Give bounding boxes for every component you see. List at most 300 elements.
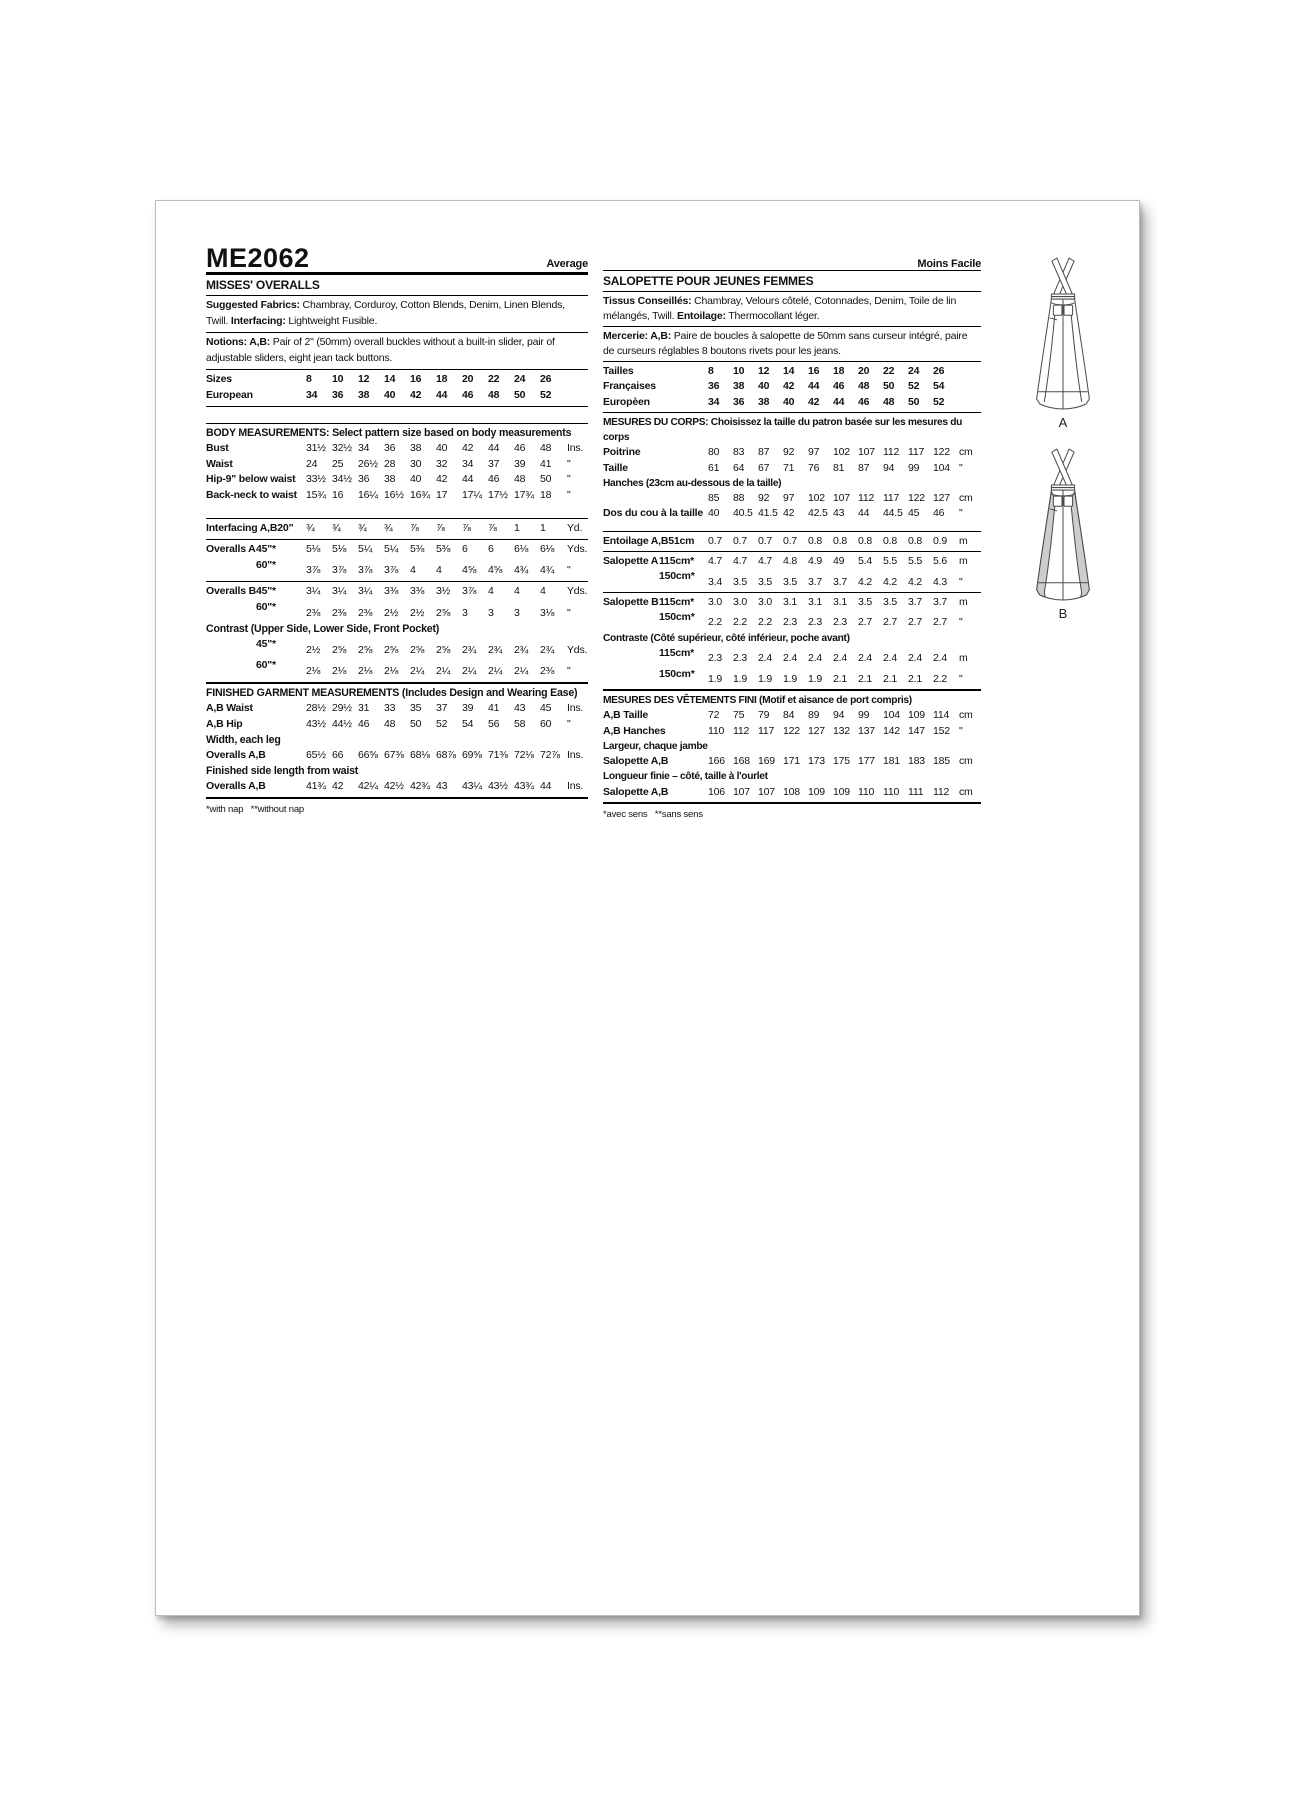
table-cell: 89 xyxy=(808,709,820,722)
unit-cell: " xyxy=(959,575,963,588)
table-cell: 0.8 xyxy=(858,534,872,547)
table-cell: 48 xyxy=(540,441,552,454)
table-cell: 46 xyxy=(462,388,474,401)
unit-cell: " xyxy=(567,489,571,502)
table-row xyxy=(603,754,981,769)
view-b-label: B xyxy=(1058,606,1068,621)
table-cell: 106 xyxy=(708,785,725,798)
unit-cell: m xyxy=(959,652,968,665)
table-cell: 2½ xyxy=(306,643,321,656)
table-cell: 173 xyxy=(808,755,825,768)
row-label-cell xyxy=(603,595,708,610)
unit-cell: " xyxy=(567,665,571,678)
table-cell: 2⅛ xyxy=(332,665,347,678)
unit-cell: cm xyxy=(959,492,973,505)
table-cell: 16¾ xyxy=(410,489,430,502)
unit-cell: " xyxy=(567,457,571,470)
table-cell: 3½ xyxy=(436,585,451,598)
table-cell: 5.6 xyxy=(933,554,947,567)
table-cell: 2.3 xyxy=(808,616,822,629)
table-cell: 99 xyxy=(908,461,920,474)
table-cell: 122 xyxy=(908,492,925,505)
divider-thick xyxy=(206,682,588,684)
table-cell: 34 xyxy=(462,457,474,470)
table-cell: 43 xyxy=(833,507,845,520)
table-cell: 16½ xyxy=(384,489,404,502)
table-cell: ⅞ xyxy=(410,521,419,534)
fabrics-paragraph-fr xyxy=(603,292,981,326)
table-cell: 12 xyxy=(358,373,370,385)
table-cell: 2.3 xyxy=(708,652,722,665)
row-label-cell xyxy=(603,395,708,410)
table-cell: 35 xyxy=(410,702,422,715)
table-cell: 36 xyxy=(332,388,344,401)
table-cell: 87 xyxy=(758,446,770,459)
row-width-sublabel: 150cm* xyxy=(659,667,695,680)
table-cell: 36 xyxy=(358,473,370,486)
table-cell: 0.7 xyxy=(708,534,722,547)
row-label-cell xyxy=(206,372,306,388)
table-cell: 68⅞ xyxy=(436,748,456,761)
table-row xyxy=(603,461,981,476)
table-cell: 44 xyxy=(436,388,448,401)
table-cell: 114 xyxy=(933,709,950,722)
table-cell: 3.1 xyxy=(783,595,797,608)
table-cell: 110 xyxy=(708,724,725,737)
row-label: European xyxy=(206,388,253,401)
row-width-sublabel: 150cm* xyxy=(659,570,695,583)
row-label: Salopette B xyxy=(603,595,659,608)
row-label-cell xyxy=(206,637,306,653)
unit-cell: Yds. xyxy=(567,542,588,555)
table-cell: 84 xyxy=(783,709,795,722)
table-row xyxy=(603,364,981,379)
table-cell: 14 xyxy=(384,373,396,385)
divider xyxy=(603,551,981,552)
table-cell: 2.2 xyxy=(708,616,722,629)
table-cell: 43½ xyxy=(306,717,326,730)
row-label-cell xyxy=(603,708,708,723)
row-label: Overalls A xyxy=(206,542,256,555)
table-cell: 18 xyxy=(436,373,448,385)
table-cell: 110 xyxy=(858,785,875,798)
table-cell: 3.5 xyxy=(883,595,897,608)
table-row xyxy=(206,701,588,717)
table-row xyxy=(206,637,588,659)
table-cell: 46 xyxy=(858,395,870,408)
table-cell: 31½ xyxy=(306,441,326,454)
table-cell: 8 xyxy=(306,373,312,385)
table-cell: 2.3 xyxy=(833,616,847,629)
table-cell: 50 xyxy=(410,717,422,730)
table-cell: 3.0 xyxy=(708,595,722,608)
table-cell: 36 xyxy=(384,441,396,454)
row-label: Taille xyxy=(603,461,628,474)
table-row xyxy=(206,717,588,733)
table-cell: 50 xyxy=(908,395,920,408)
table-cell: 3⅞ xyxy=(384,564,399,577)
table-cell: ⅞ xyxy=(462,521,471,534)
table-cell: 56 xyxy=(488,717,500,730)
table-cell: 127 xyxy=(933,492,950,505)
table-cell: 2.1 xyxy=(833,672,847,685)
table-cell: 107 xyxy=(833,492,850,505)
row-label: Dos du cou à la taille xyxy=(603,507,704,520)
table-cell: 52 xyxy=(933,395,945,408)
table-row xyxy=(603,667,981,688)
table-row xyxy=(603,534,981,549)
table-cell: 3¼ xyxy=(332,585,347,598)
table-cell: 50 xyxy=(540,473,552,486)
table-row xyxy=(206,388,588,404)
row-label-cell xyxy=(603,534,708,549)
table-cell: 4.9 xyxy=(808,554,822,567)
table-cell: 10 xyxy=(733,365,745,377)
unit-cell: Ins. xyxy=(567,748,584,761)
notions-paragraph-fr xyxy=(603,327,981,361)
table-cell: 3⅞ xyxy=(306,564,321,577)
table-cell: 48 xyxy=(488,388,500,401)
table-cell: 2⅝ xyxy=(332,643,347,656)
divider xyxy=(206,581,588,582)
table-cell: 3 xyxy=(462,606,468,619)
paragraph-text: Lightweight Fusible. xyxy=(285,314,378,327)
table-cell: 107 xyxy=(858,446,875,459)
table-cell: 3.7 xyxy=(933,595,947,608)
table-cell: 69⅝ xyxy=(462,748,482,761)
row-label-cell xyxy=(206,457,306,473)
divider xyxy=(603,531,981,532)
table-cell: 76 xyxy=(808,461,820,474)
table-row xyxy=(206,372,588,388)
table-cell: 42.5 xyxy=(808,507,828,520)
row-width-sublabel: 45"* xyxy=(256,637,276,650)
table-cell: 29½ xyxy=(332,702,352,715)
row-label-cell xyxy=(603,646,708,661)
divider xyxy=(603,361,981,362)
table-cell: 2¾ xyxy=(462,643,477,656)
table-cell: 61 xyxy=(708,461,720,474)
table-row xyxy=(206,542,588,558)
paragraph-text: Paire de boucles à salopette de 50mm sans curseur intégré, paire de curseurs réglables 8 boutons rivets pour les jeans. xyxy=(603,330,968,357)
divider xyxy=(603,592,981,593)
row-label-cell xyxy=(603,379,708,394)
table-cell: 117 xyxy=(883,492,900,505)
table-cell: 50 xyxy=(883,380,895,393)
table-cell: 34 xyxy=(358,441,370,454)
table-cell: 4.2 xyxy=(858,575,872,588)
table-cell: 108 xyxy=(783,785,800,798)
table-cell: ¾ xyxy=(358,521,367,534)
paragraph-label: Suggested Fabrics: xyxy=(206,299,300,311)
table-row xyxy=(206,472,588,488)
table-cell: 75 xyxy=(733,709,745,722)
difficulty-rating-en: Average xyxy=(546,258,588,270)
table-cell: 41 xyxy=(488,702,500,715)
divider xyxy=(206,406,588,407)
table-cell: 18 xyxy=(540,489,552,502)
table-row xyxy=(206,457,588,473)
table-cell: 3 xyxy=(514,606,520,619)
table-cell: 171 xyxy=(783,755,800,768)
row-label: Tailles xyxy=(603,365,634,377)
paragraph-text: Chambray, Corduroy, Cotton Blends, Denim, Linen Blends, Twill. xyxy=(206,299,565,327)
table-row xyxy=(206,558,588,580)
row-label-cell xyxy=(603,785,708,800)
table-cell: 25 xyxy=(332,457,344,470)
table-cell: 4¾ xyxy=(540,564,555,577)
table-cell: 2¼ xyxy=(488,665,503,678)
table-section-heading: Contrast (Upper Side, Lower Side, Front Pocket) xyxy=(206,622,440,635)
table-cell: 28½ xyxy=(306,702,326,715)
table-row xyxy=(206,600,588,622)
unit-cell: cm xyxy=(959,755,973,768)
table-cell: 33½ xyxy=(306,473,326,486)
table-cell: 3.1 xyxy=(808,595,822,608)
table-cell: 4 xyxy=(410,564,416,577)
table-row xyxy=(603,724,981,739)
divider-thick xyxy=(603,802,981,804)
table-cell: 147 xyxy=(908,724,925,737)
table-cell: 4 xyxy=(514,585,520,598)
paragraph-text: Pair of 2" (50mm) overall buckles without a built-in slider, pair of adjustable sliders, eight jean tack buttons. xyxy=(206,336,555,364)
table-cell: 185 xyxy=(933,755,950,768)
table-cell: 67 xyxy=(758,461,770,474)
unit-cell: cm xyxy=(959,446,973,459)
table-cell: 2.4 xyxy=(858,652,872,665)
table-cell: 2.7 xyxy=(933,616,947,629)
table-cell: 1 xyxy=(514,521,520,534)
table-cell: 54 xyxy=(462,717,474,730)
table-cell: 72⅞ xyxy=(540,748,560,761)
table-cell: 48 xyxy=(883,395,895,408)
english-column xyxy=(206,244,588,815)
table-cell: 37 xyxy=(436,702,448,715)
table-cell: 2.4 xyxy=(808,652,822,665)
table-cell: 2⅜ xyxy=(358,606,373,619)
table-cell: 44 xyxy=(462,473,474,486)
row-label-cell xyxy=(603,667,708,682)
table-cell: 0.7 xyxy=(733,534,747,547)
table-cell: 24 xyxy=(908,365,920,377)
unit-cell: " xyxy=(567,606,571,619)
table-cell: 40 xyxy=(708,507,720,520)
table-cell: 42 xyxy=(783,380,795,393)
row-width-sublabel: 60"* xyxy=(256,558,276,571)
fabrics-paragraph-en xyxy=(206,296,588,332)
table-cell: 66⅝ xyxy=(358,748,378,761)
table-cell: 45 xyxy=(540,702,552,715)
table-cell: 42¾ xyxy=(410,779,430,792)
table-cell: 42 xyxy=(332,779,344,792)
table-cell: 2⅝ xyxy=(436,643,451,656)
row-label xyxy=(206,637,256,653)
unit-cell: " xyxy=(959,616,963,629)
unit-cell: Yd. xyxy=(567,521,583,534)
table-cell: 2.1 xyxy=(858,672,872,685)
table-cell: 2⅜ xyxy=(332,606,347,619)
table-cell: 1.9 xyxy=(758,672,772,685)
row-label-cell xyxy=(206,701,306,717)
unit-cell: Yds. xyxy=(567,585,588,598)
table-cell: 2½ xyxy=(410,606,425,619)
table-cell: 2⅝ xyxy=(358,643,373,656)
row-label: Bust xyxy=(206,441,229,454)
table-cell: 2¼ xyxy=(514,665,529,678)
table-cell: 46 xyxy=(514,441,526,454)
table-cell: 2⅜ xyxy=(540,665,555,678)
table-cell: 2¾ xyxy=(540,643,555,656)
table-section-heading: Longueur finie – côté, taille à l'ourlet xyxy=(603,771,768,783)
table-cell: 65½ xyxy=(306,748,326,761)
row-label-cell xyxy=(206,600,306,616)
table-cell: 4.2 xyxy=(908,575,922,588)
table-cell: 104 xyxy=(883,709,900,722)
table-cell: 20 xyxy=(858,365,870,377)
table-cell: 0.8 xyxy=(833,534,847,547)
table-cell: 3⅜ xyxy=(384,585,399,598)
row-label: Sizes xyxy=(206,373,232,385)
table-cell: 17¼ xyxy=(462,489,482,502)
table-cell: 4.7 xyxy=(708,554,722,567)
divider xyxy=(206,518,588,519)
table-cell: ⅞ xyxy=(436,521,445,534)
row-width-sublabel: 45"* xyxy=(256,585,276,598)
table-cell: 67⅜ xyxy=(384,748,404,761)
table-row xyxy=(603,610,981,631)
table-cell: 2.4 xyxy=(833,652,847,665)
table-cell: 2.3 xyxy=(733,652,747,665)
row-width-sublabel: 20" xyxy=(277,521,294,534)
table-cell: 181 xyxy=(883,755,900,768)
row-label: Salopette A,B xyxy=(603,785,669,798)
table-cell: 38 xyxy=(410,441,422,454)
table-cell: 43½ xyxy=(488,779,508,792)
table-cell: 26 xyxy=(540,373,552,385)
table-cell: 42½ xyxy=(384,779,404,792)
table-cell: 3.0 xyxy=(758,595,772,608)
table-cell: 33 xyxy=(384,702,396,715)
table-cell: 3.4 xyxy=(708,575,722,588)
table-cell: 44½ xyxy=(332,717,352,730)
paragraph-text: Chambray, Velours côtelé, Cotonnades, Denim, Toile de lin mélangés, Twill. xyxy=(603,295,957,322)
table-cell: 24 xyxy=(514,373,526,385)
difficulty-rating-fr: Moins Facile xyxy=(917,258,981,270)
unit-cell: m xyxy=(959,534,968,547)
table-cell: 80 xyxy=(708,446,720,459)
table-cell: 2⅛ xyxy=(358,665,373,678)
table-cell: 16 xyxy=(332,489,344,502)
table-cell: 16¼ xyxy=(358,489,378,502)
table-cell: 97 xyxy=(783,492,795,505)
table-cell: 4⅝ xyxy=(488,564,503,577)
table-cell: 38 xyxy=(358,388,370,401)
table-cell: 41 xyxy=(540,457,552,470)
paragraph-label: Mercerie: A,B: xyxy=(603,330,671,342)
table-cell: 4¾ xyxy=(514,564,529,577)
table-row xyxy=(603,506,981,521)
table-cell: 112 xyxy=(858,492,875,505)
table-cell: 48 xyxy=(384,717,396,730)
row-label-cell xyxy=(206,388,306,404)
row-label xyxy=(206,658,256,674)
row-label-cell xyxy=(603,610,708,625)
table-cell: 38 xyxy=(384,473,396,486)
table-cell: 132 xyxy=(833,724,850,737)
row-label: Overalls A,B xyxy=(206,779,266,792)
table-row xyxy=(603,491,981,506)
row-label-cell xyxy=(603,461,708,476)
unit-cell: " xyxy=(567,564,571,577)
row-width-sublabel: 115cm* xyxy=(659,595,695,608)
table-row xyxy=(206,521,588,537)
row-label-cell xyxy=(206,441,306,457)
table-cell: 92 xyxy=(758,492,770,505)
table-cell: 4.3 xyxy=(933,575,947,588)
table-cell: 5⅜ xyxy=(410,542,425,555)
table-cell: 32½ xyxy=(332,441,352,454)
table-cell: 0.7 xyxy=(758,534,772,547)
table-cell: 46 xyxy=(933,507,945,520)
row-label: Back-neck to waist xyxy=(206,489,297,502)
header-row xyxy=(603,244,981,270)
table-cell: 36 xyxy=(708,380,720,393)
table-row xyxy=(206,488,588,504)
table-cell: 94 xyxy=(883,461,895,474)
table-cell: 64 xyxy=(733,461,745,474)
table-cell: 2⅝ xyxy=(436,606,451,619)
row-label xyxy=(206,558,256,574)
table-cell: 2.4 xyxy=(883,652,897,665)
divider xyxy=(206,423,588,424)
row-label: Salopette A xyxy=(603,554,659,567)
table-cell: 0.8 xyxy=(883,534,897,547)
table-cell: 17¾ xyxy=(514,489,534,502)
garment-title-fr: SALOPETTE POUR JEUNES FEMMES xyxy=(603,274,814,288)
row-label: A,B Hip xyxy=(206,717,243,730)
row-width-sublabel: 150cm* xyxy=(659,611,695,624)
table-cell: 58 xyxy=(514,717,526,730)
table-cell: ¾ xyxy=(384,521,393,534)
table-cell: 16 xyxy=(410,373,422,385)
measurements-table-en xyxy=(206,372,588,815)
table-row xyxy=(206,779,588,795)
table-cell: 45 xyxy=(908,507,920,520)
table-cell: 2.1 xyxy=(908,672,922,685)
table-cell: 183 xyxy=(908,755,925,768)
table-cell: 109 xyxy=(808,785,825,798)
table-cell: 24 xyxy=(306,457,318,470)
row-label-cell xyxy=(206,542,306,558)
row-label xyxy=(603,610,659,625)
table-cell: 102 xyxy=(808,492,825,505)
table-cell: 1 xyxy=(540,521,546,534)
table-cell: 175 xyxy=(833,755,850,768)
table-cell: 34½ xyxy=(332,473,352,486)
table-cell: 117 xyxy=(908,446,925,459)
table-cell: 0.8 xyxy=(908,534,922,547)
unit-cell: m xyxy=(959,554,968,567)
row-label-cell xyxy=(206,521,306,537)
table-cell: 127 xyxy=(808,724,825,737)
table-cell: 4.7 xyxy=(733,554,747,567)
table-cell: 3.7 xyxy=(908,595,922,608)
table-cell: 40 xyxy=(436,441,448,454)
view-a-label: A xyxy=(1058,415,1068,430)
table-cell: 50 xyxy=(514,388,526,401)
table-cell: 3.5 xyxy=(758,575,772,588)
row-label-cell xyxy=(603,364,708,379)
